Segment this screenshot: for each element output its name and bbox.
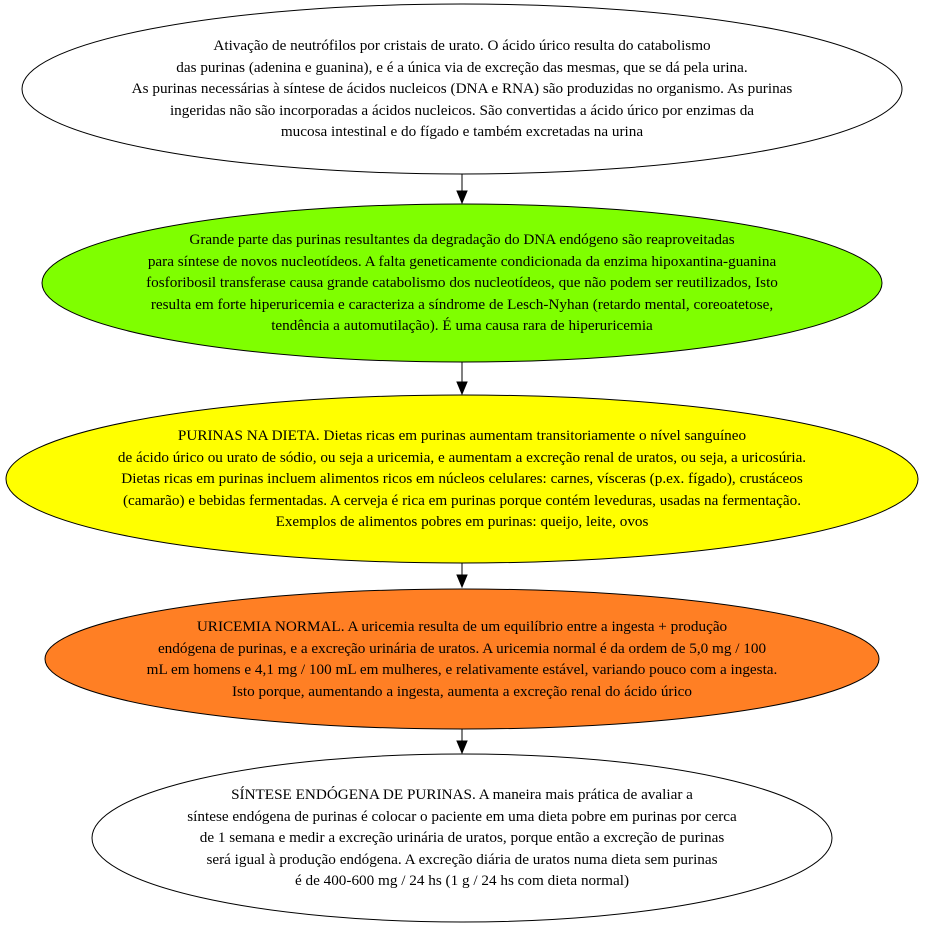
node-line: Ativação de neutrófilos por cristais de urato. O ácido úrico resulta do catabolismo: [213, 37, 711, 55]
node-label-normal-uricemia: [45, 589, 879, 729]
arrowhead-icon: [457, 741, 467, 753]
arrowhead-icon: [457, 191, 467, 203]
node-line: síntese endógena de purinas é colocar o paciente em uma dieta pobre em purinas por cerca: [187, 807, 737, 825]
node-line: será igual à produção endógena. A excreção diária de uratos numa dieta sem purinas: [206, 850, 718, 868]
node-label-endogenous-synthesis: [92, 754, 832, 922]
node-label-neutrophil-activation: [22, 4, 902, 174]
arrowhead-icon: [457, 382, 467, 394]
node-line: PURINAS NA DIETA. Dietas ricas em purinas aumentam transitoriamente o nível sanguíneo: [177, 427, 747, 445]
node-line: Grande parte das purinas resultantes da degradação do DNA endógeno são reaproveitadas: [189, 231, 735, 249]
node-line: As purinas necessárias à síntese de ácidos nucleicos (DNA e RNA) são produzidas no organismo. As purinas: [131, 80, 793, 98]
edge-4-to-5: [457, 729, 467, 753]
node-line: URICEMIA NORMAL. A uricemia resulta de um equilíbrio entre a ingesta + produção: [196, 618, 728, 635]
node-line: tendência a automutilação). É uma causa rara de hiperuricemia: [271, 317, 653, 335]
node-line: Exemplos de alimentos pobres em purinas: queijo, leite, ovos: [275, 513, 649, 531]
node-line: mucosa intestinal e do fígado e também excretadas na urina: [280, 123, 644, 141]
node-line: fosforibosil transferase causa grande catabolismo dos nucleotídeos, que não podem ser reutilizados, Isto: [146, 274, 778, 292]
edge-1-to-2: [457, 174, 467, 203]
edge-2-to-3: [457, 362, 467, 394]
node-line: mL em homens e 4,1 mg / 100 mL em mulheres, e relativamente estável, variando pouco com a ingesta.: [146, 661, 778, 678]
arrowhead-icon: [457, 575, 467, 587]
edge-3-to-4: [457, 563, 467, 587]
node-line: das purinas (adenina e guanina), e é a única via de excreção das mesmas, que se dá pela urina.: [176, 58, 748, 76]
node-line: resulta em forte hiperuricemia e caracteriza a síndrome de Lesch-Nyhan (retardo mental, coreoatetose,: [150, 295, 774, 313]
node-line: ingeridas não são incorporadas a ácidos nucleicos. São convertidas a ácido úrico por enzimas da: [169, 101, 755, 119]
node-line: SÍNTESE ENDÓGENA DE PURINAS. A maneira mais prática de avaliar a: [231, 786, 693, 804]
node-label-purines-in-diet: [6, 395, 918, 563]
node-line: (camarão) e bebidas fermentadas. A cerveja é rica em purinas porque contém leveduras, usadas na fermentação.: [122, 491, 802, 509]
node-line: de ácido úrico ou urato de sódio, ou seja a uricemia, e aumentam a excreção renal de uratos, ou seja, a uricosúria.: [117, 448, 807, 466]
node-line: de 1 semana e medir a excreção urinária de uratos, porque então a excreção de purinas: [199, 829, 725, 847]
node-line: Dietas ricas em purinas incluem alimentos ricos em núcleos celulares: carnes, vísceras (p.ex. fígado), crustáceos: [121, 470, 803, 488]
node-line: endógena de purinas, e a excreção urinária de uratos. A uricemia normal é da ordem de 5,0 mg / 100: [157, 639, 767, 657]
node-line: é de 400-600 mg / 24 hs (1 g / 24 hs com dieta normal): [294, 872, 630, 890]
node-line: para síntese de novos nucleotídeos. A falta geneticamente condicionada da enzima hipoxantina-guanina: [147, 252, 777, 270]
node-label-purine-reuse: [42, 204, 882, 362]
node-line: Isto porque, aumentando a ingesta, aumenta a excreção renal do ácido úrico: [231, 682, 693, 700]
